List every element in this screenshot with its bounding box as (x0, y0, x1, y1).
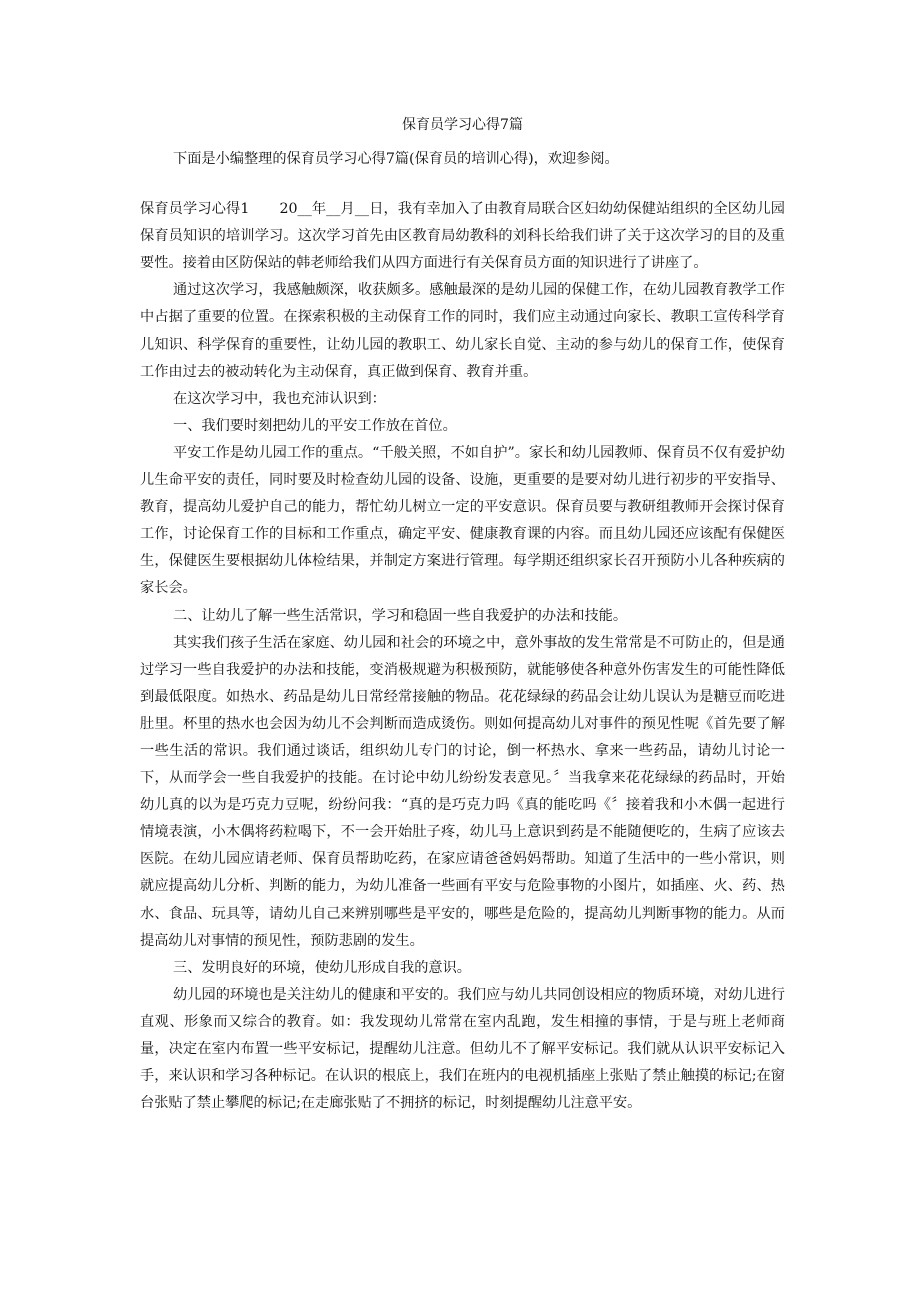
subheading-1: 一、我们要时刻把幼儿的平安工作放在首位。 (173, 417, 457, 434)
intro-paragraph: 下面是小编整理的保育员学习心得7篇(保育员的培训心得)，欢迎参阅。 (173, 151, 619, 167)
paragraph-2: 在这次学习中，我也充沛认识到： (173, 390, 386, 407)
section1-first-paragraph (140, 196, 785, 277)
paragraph-4: 其实我们孩子生活在家庭、幼儿园和社会的环境之中，意外事故的发生常常是不可防止的，但是通过学习一些自我爱护的办法和技能，变消极规避为积极预防，就能够使各种意外伤害发生的可能性降低到最低限度。如热水、药品是幼儿日常经常接触的物品。花花绿绿的药品会让幼儿误认为是糖豆而吃进肚里。杯里的热水也会因为幼儿不会判断而造成烫伤。则如何提高幼儿对事件的预见性呢《首先要了解一些生活的常识。我们通过谈话，组织幼儿专门的讨论，倒一杯热水、拿来一些药品，请幼儿讨论一下，从而学会一些自我爱护的技能。在讨论中幼儿纷纷发表意见。〞当我拿来花花绿绿的药品时，开始幼儿真的以为是巧克力豆呢，纷纷问我：“真的是巧克力吗《真的能吃吗《〞接着我和小木偶一起进行情境表演，小木偶将药粒喝下，不一会开始肚子疼，幼儿马上意识到药是不能随便吃的，生病了应该去医院。在幼儿园应请老师、保育员帮助吃药，在家应请爸爸妈妈帮助。知道了生活中的一些小常识，则就应提高幼儿分析、判断的能力，为幼儿准备一些画有平安与危险事物的小图片，如插座、火、药、热水、食品、玩具等，请幼儿自己来辨别哪些是平安的，哪些是危险的，提高幼儿判断事物的能力。从而提高幼儿对事情的预见性，预防悲剧的发生。 (140, 634, 785, 949)
paragraph-1: 通过这次学习，我感触颇深，收获颇多。感触最深的是幼儿园的保健工作，在幼儿园教育教学工作中占据了重要的位置。在探索积极的主动保育工作的同时，我们应主动通过向家长、教职工宣传科学育儿知识、科学保育的重要性，让幼儿园的教职工、幼儿家长自觉、主动的参与幼儿的保育工作，使保育工作由过去的被动转化为主动保育，真正做到保育、教育并重。 (140, 282, 785, 380)
subheading-2: 二、让幼儿了解一些生活常识，学习和稳固一些自我爱护的办法和技能。 (173, 607, 628, 624)
document-body (140, 146, 785, 1117)
section1-text: 20__年__月__日，我有幸加入了由教育局联合区妇幼幼保健站组织的全区幼儿园保育员知识的培训学习。这次学习首先由区教育局幼教科的刘科长给我们讲了关于这次学习的目的及重要性。接着由区防保站的韩老师给我们从四方面进行有关保育员方面的知识进行了讲座了。 (140, 201, 785, 272)
document-title: 保育员学习心得7篇 (402, 117, 523, 133)
paragraph-3: 平安工作是幼儿园工作的重点。“千般关照，不如自护”。家长和幼儿园教师、保育员不仅有爱护幼儿生命平安的责任，同时要及时检查幼儿园的设备、设施，更重要的是要对幼儿进行初步的平安指导、教育，提高幼儿爱护自己的能力，帮忙幼儿树立一定的平安意识。保育员要与教研组教师开会探讨保育工作，讨论保育工作的目标和工作重点，确定平安、健康教育课的内容。而且幼儿园还应该配有保健医生，保健医生要根据幼儿体检结果，并制定方案进行管理。每学期还组织家长召开预防小儿各种疾病的家长会。 (140, 444, 785, 597)
paragraph-5: 幼儿园的环境也是关注幼儿的健康和平安的。我们应与幼儿共同创设相应的物质环境，对幼儿进行直观、形象而又综合的教育。如：我发现幼儿常常在室内乱跑，发生相撞的事情，于是与班上老师商量，决定在室内布置一些平安标记，提醒幼儿注意。但幼儿不了解平安标记。我们就从认识平安标记入手，来认识和学习各种标记。在认识的根底上，我们在班内的电视机插座上张贴了禁止触摸的标记;在窗台张贴了禁止攀爬的标记;在走廊张贴了不拥挤的标记，时刻提醒幼儿注意平安。 (140, 986, 785, 1112)
subheading-3: 三、发明良好的环境，使幼儿形成自我的意识。 (173, 959, 471, 976)
section-heading: 保育员学习心得1 (140, 201, 250, 218)
